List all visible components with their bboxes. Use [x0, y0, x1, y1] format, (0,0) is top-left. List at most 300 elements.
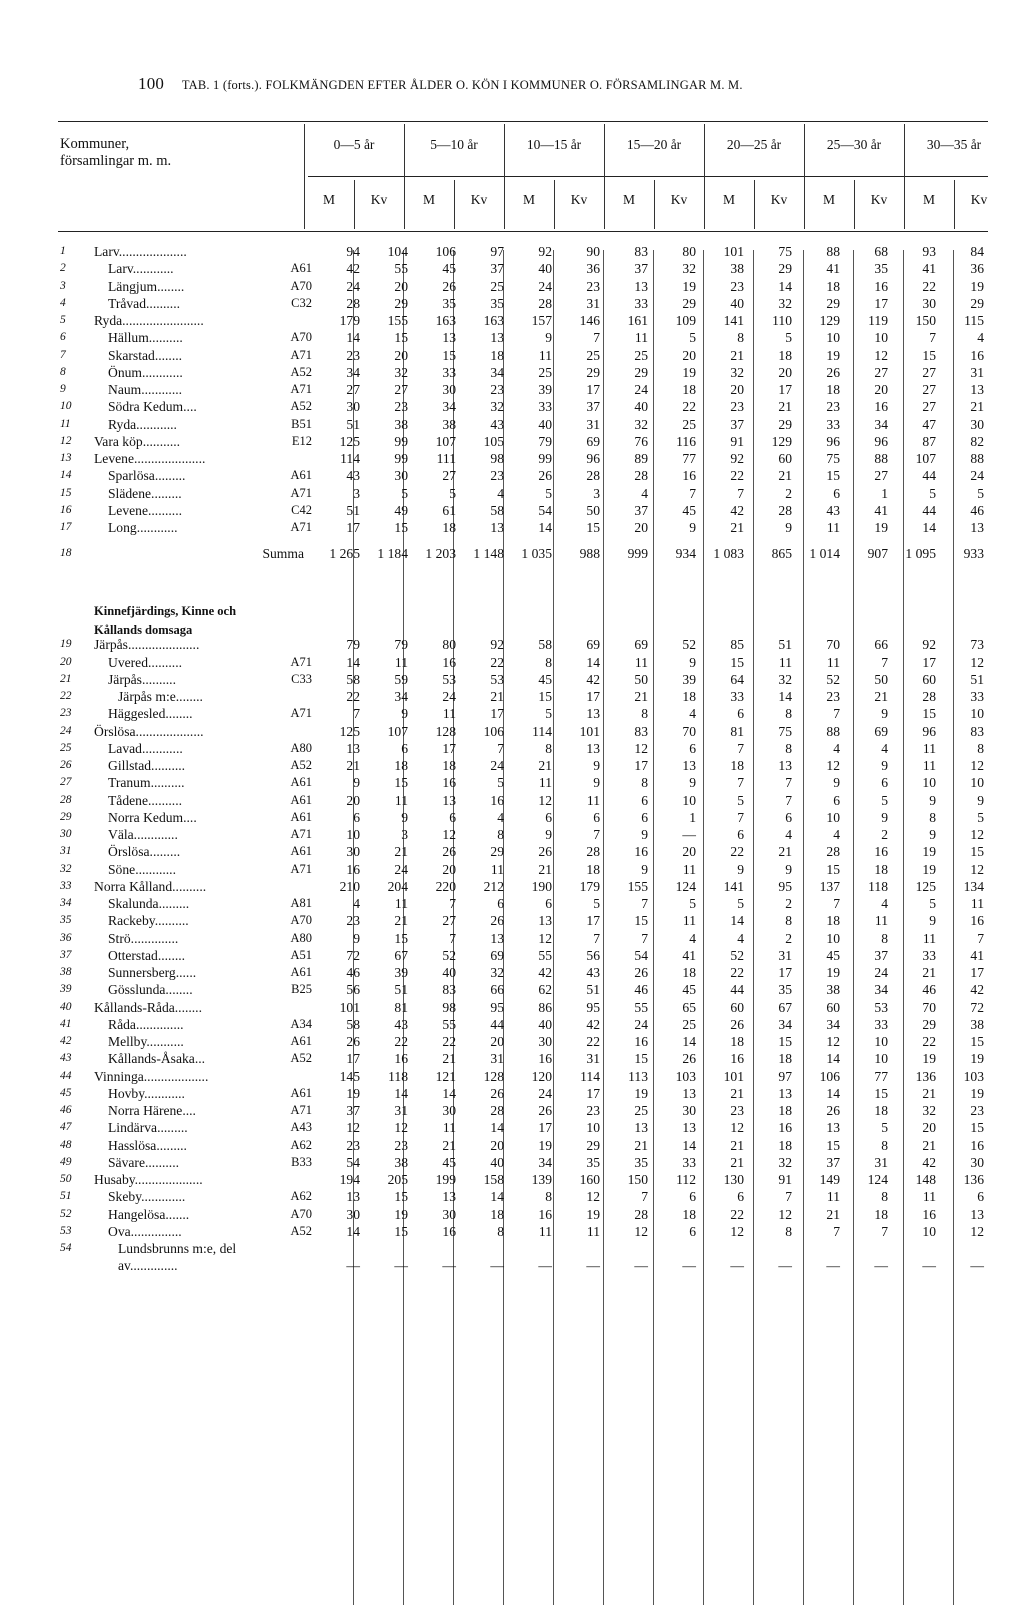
table-row	[60, 1033, 984, 1050]
value-m: 18	[826, 382, 840, 397]
value-kv: 77	[874, 1068, 888, 1084]
row-name-cell	[94, 1033, 312, 1050]
value-kv: 128	[483, 1068, 504, 1084]
value-kv: 79	[394, 637, 408, 653]
row-name: Sunnersberg	[108, 965, 176, 980]
value-m: 114	[340, 451, 360, 466]
value-m: 12	[730, 1120, 744, 1136]
table-row	[60, 295, 984, 312]
value-m: 55	[634, 999, 648, 1015]
value-m: 26	[538, 844, 552, 860]
value-kv: 16	[874, 399, 888, 415]
age-group-header: 15—20 år	[626, 137, 682, 152]
leader-dots: ............	[141, 740, 183, 756]
table-row	[60, 519, 984, 536]
value-m: 80	[442, 637, 456, 653]
value-m: 89	[634, 451, 648, 466]
table-row	[60, 381, 984, 398]
value-m: 25	[538, 364, 552, 380]
value-kv: 40	[490, 1154, 504, 1170]
sex-header-kv: Kv	[670, 192, 688, 207]
value-m: 70	[922, 999, 936, 1015]
value-kv: 15	[586, 520, 600, 535]
value-m: 47	[922, 416, 936, 432]
row-name: Husaby	[94, 1172, 135, 1187]
value-kv: 55	[394, 261, 408, 277]
row-code: A80	[290, 740, 312, 755]
value-m: 7	[353, 706, 360, 722]
value-m: 12	[442, 827, 456, 842]
row-name-cell	[94, 740, 312, 757]
value-kv: 90	[586, 244, 600, 259]
value-m: 13	[634, 278, 648, 294]
row-name-cell	[94, 930, 312, 947]
value-m: 21	[826, 1206, 840, 1222]
table-row	[60, 826, 984, 843]
leader-dots: .........	[151, 485, 182, 501]
value-kv: 17	[586, 913, 600, 929]
row-number: 48	[60, 1138, 72, 1151]
value-kv: 96	[586, 451, 600, 466]
table-row	[60, 757, 984, 774]
table-row	[60, 843, 984, 860]
value-m: 42	[922, 1154, 936, 1170]
value-kv: 136	[963, 1172, 984, 1187]
row-name: Skarstad	[108, 347, 155, 363]
value-m: 14	[922, 520, 936, 535]
row-name-cell	[94, 843, 312, 860]
leader-dots: ........	[165, 982, 193, 998]
value-m: 129	[819, 313, 840, 328]
value-m: 16	[442, 1223, 456, 1239]
value-kv: 80	[682, 244, 696, 259]
value-kv: —	[970, 1258, 984, 1274]
value-kv: 11	[970, 896, 984, 911]
value-m: 22	[730, 468, 744, 484]
value-kv: 10	[874, 1034, 888, 1049]
value-kv: 5	[977, 485, 984, 501]
value-kv: 2	[785, 930, 792, 946]
row-code: A70	[290, 278, 312, 293]
value-m: 14	[538, 520, 552, 535]
value-m: 30	[538, 1034, 552, 1049]
value-kv: 32	[778, 295, 792, 311]
sex-header-m: M	[522, 192, 535, 207]
row-name: Lindärva	[108, 1120, 158, 1136]
value-kv: 106	[483, 723, 504, 739]
value-m: 1 265	[329, 545, 360, 561]
value-m: 13	[442, 1189, 456, 1205]
leader-dots: ..........	[148, 792, 182, 808]
value-m: 42	[730, 502, 744, 518]
value-kv: 92	[490, 637, 504, 653]
header-mid-rule	[308, 176, 988, 177]
table-row	[60, 1257, 984, 1274]
column-rule	[354, 180, 355, 229]
value-kv: 118	[868, 878, 888, 894]
value-kv: 8	[785, 1223, 792, 1239]
value-kv: 19	[394, 1206, 408, 1222]
value-kv: 116	[676, 433, 696, 449]
row-name: Skeby	[108, 1189, 142, 1205]
row-number: 34	[60, 897, 72, 909]
value-kv: 95	[490, 999, 504, 1015]
value-kv: 12	[970, 827, 984, 842]
value-m: 60	[826, 999, 840, 1015]
value-kv: 118	[388, 1068, 408, 1084]
value-kv: 44	[490, 1016, 504, 1032]
value-m: 58	[538, 637, 552, 653]
value-m: 4	[641, 485, 648, 501]
value-kv: 95	[778, 878, 792, 894]
value-m: 19	[922, 1051, 936, 1067]
row-name-cell	[94, 1068, 312, 1085]
value-m: 6	[641, 792, 648, 808]
row-name: Hasslösa	[108, 1137, 157, 1153]
value-kv: 82	[970, 433, 984, 449]
row-name-cell	[94, 774, 312, 791]
value-m	[696, 1240, 744, 1257]
value-m: 107	[915, 451, 936, 466]
value-m: 23	[730, 1103, 744, 1118]
value-m: 10	[826, 809, 840, 825]
value-m: 60	[922, 671, 936, 687]
row-name-cell	[94, 792, 312, 809]
value-kv: 155	[387, 313, 408, 328]
value-kv: 84	[970, 244, 984, 259]
table-row	[60, 1171, 984, 1188]
value-m: 28	[346, 295, 360, 311]
value-m: 137	[819, 878, 840, 894]
value-kv: 22	[394, 1034, 408, 1049]
value-kv: 28	[586, 468, 600, 484]
value-kv: 15	[394, 1189, 408, 1205]
value-m: 11	[826, 520, 840, 535]
row-code: A71	[290, 1103, 312, 1117]
value-kv: 31	[874, 1154, 888, 1170]
value-kv: 88	[970, 451, 984, 466]
row-name: Strö	[108, 930, 131, 946]
value-kv: 988	[579, 545, 600, 561]
row-name-cell	[94, 1188, 312, 1205]
value-m: 16	[346, 861, 360, 877]
value-m: 18	[730, 1034, 744, 1049]
value-m: 16	[442, 775, 456, 791]
row-name-cell	[94, 398, 312, 415]
row-code: A61	[290, 468, 312, 483]
table-row	[60, 723, 984, 740]
row-name: Lundsbrunns m:e, del	[118, 1241, 237, 1256]
row-number: 10	[60, 400, 72, 413]
value-kv	[552, 1240, 600, 1257]
value-m: 9	[641, 827, 648, 842]
value-m: 24	[634, 382, 648, 397]
row-name-cell	[94, 295, 312, 312]
leader-dots: ........	[175, 689, 203, 704]
value-kv: 34	[394, 689, 408, 704]
value-m: 92	[730, 451, 744, 466]
value-m: 33	[922, 947, 936, 963]
row-name-cell	[94, 502, 312, 519]
row-number: 30	[60, 828, 72, 840]
value-kv: 13	[490, 520, 504, 535]
column-rule	[904, 124, 905, 229]
value-m: 16	[538, 1206, 552, 1222]
value-kv: 5	[497, 775, 504, 791]
value-kv: 21	[394, 844, 408, 860]
leader-dots: ............	[144, 1085, 185, 1101]
row-number: 14	[60, 469, 72, 482]
value-m	[792, 1240, 840, 1257]
value-kv: 15	[970, 844, 984, 860]
value-kv: 103	[675, 1068, 696, 1084]
row-number: 18	[60, 546, 72, 559]
row-number: 31	[60, 845, 72, 858]
value-m: 121	[435, 1068, 456, 1084]
value-m: 50	[634, 671, 648, 687]
column-rule	[604, 124, 605, 229]
row-number: 35	[60, 914, 72, 927]
value-kv: 31	[586, 1051, 600, 1067]
value-kv: 11	[394, 896, 408, 911]
value-kv: 14	[586, 654, 600, 670]
value-kv: 14	[682, 1034, 696, 1049]
table-row	[60, 1016, 984, 1033]
row-name-cell	[94, 1102, 312, 1119]
value-m: 9	[929, 913, 936, 929]
value-kv: 20	[490, 1034, 504, 1049]
value-kv: 22	[586, 1034, 600, 1049]
value-m: 8	[641, 706, 648, 722]
row-code: A61	[290, 1085, 312, 1100]
value-kv: 29	[490, 844, 504, 860]
value-kv: 7	[593, 330, 600, 346]
column-rule	[654, 180, 655, 229]
value-kv: 20	[394, 278, 408, 294]
value-m: 23	[346, 1137, 360, 1153]
value-kv: 124	[675, 878, 696, 894]
row-name: Uvered	[108, 654, 149, 670]
value-kv: 5	[881, 1120, 888, 1136]
value-kv: 42	[586, 1016, 600, 1032]
value-m: 7	[449, 930, 456, 946]
value-m: 7	[833, 896, 840, 911]
value-kv: 75	[778, 244, 792, 259]
value-kv: 32	[490, 399, 504, 415]
row-name: Vara köp.	[94, 433, 147, 449]
value-m: 25	[634, 1103, 648, 1118]
value-kv: 72	[970, 999, 984, 1015]
row-number: 2	[60, 262, 66, 275]
leader-dots: ..........	[148, 330, 183, 346]
value-m: 19	[538, 1137, 552, 1153]
age-group-header: 5—10 år	[430, 137, 478, 152]
value-kv: 65	[682, 999, 696, 1015]
row-code: A71	[290, 654, 312, 669]
value-m: 11	[442, 1120, 456, 1136]
value-m: 120	[531, 1068, 552, 1084]
table-row	[60, 774, 984, 791]
value-kv: 1 148	[473, 545, 504, 561]
leader-dots: ...	[194, 1051, 206, 1067]
row-name-cell	[94, 1119, 312, 1136]
value-kv: 6	[785, 809, 792, 825]
row-name: Sparlösa	[108, 468, 155, 484]
leader-dots: ............	[141, 364, 183, 380]
row-name: Örslösa	[94, 723, 136, 739]
value-m: 12	[538, 930, 552, 946]
table-row	[60, 278, 984, 295]
row-name: Önum	[108, 364, 142, 380]
value-m: 34	[826, 1016, 840, 1032]
value-kv: 12	[970, 654, 984, 670]
row-number: 27	[60, 776, 72, 789]
row-number: 54	[60, 1242, 72, 1254]
row-name: Ova	[108, 1223, 131, 1239]
leader-dots: .....................	[134, 451, 206, 466]
value-m: 136	[915, 1068, 936, 1084]
value-kv: 17	[586, 689, 600, 704]
value-m: 19	[346, 1085, 360, 1101]
value-m: 8	[545, 654, 552, 670]
value-m: 44	[922, 468, 936, 484]
value-m: 148	[915, 1172, 936, 1187]
value-m: 22	[442, 1034, 456, 1049]
value-kv: 9	[593, 758, 600, 773]
row-name-cell	[94, 878, 312, 895]
value-kv: 2	[881, 827, 888, 842]
value-kv: 20	[682, 347, 696, 363]
value-m: 14	[730, 913, 744, 929]
value-m: 1 095	[905, 545, 936, 561]
value-m: 23	[730, 278, 744, 294]
value-kv: 12	[970, 1223, 984, 1239]
value-kv: 30	[970, 416, 984, 432]
row-name-cell	[94, 912, 312, 929]
row-name: Gösslunda	[108, 982, 166, 998]
sex-header-kv: Kv	[470, 192, 488, 207]
row-number	[60, 1257, 94, 1274]
table-row	[60, 467, 984, 484]
value-kv: 18	[682, 965, 696, 980]
value-m: 11	[922, 740, 936, 756]
value-kv: 30	[394, 468, 408, 484]
value-kv: 112	[676, 1172, 696, 1187]
leader-dots: ........	[165, 706, 193, 722]
value-m: 21	[442, 1137, 456, 1153]
value-m: 22	[346, 689, 360, 704]
value-m: 22	[730, 1206, 744, 1222]
value-m: 92	[538, 244, 552, 259]
leader-dots: ...........	[146, 1034, 184, 1049]
row-code: A52	[290, 1051, 312, 1066]
leader-dots: ............	[136, 520, 178, 535]
value-m: 70	[826, 637, 840, 653]
value-m	[888, 1240, 936, 1257]
value-kv: 36	[586, 261, 600, 277]
value-kv: 52	[682, 637, 696, 653]
value-m: 20	[634, 520, 648, 535]
row-number: 43	[60, 1052, 72, 1065]
row-code: A61	[290, 792, 312, 807]
row-name: Skalunda	[108, 896, 159, 911]
value-m: 21	[538, 758, 552, 773]
value-m: —	[730, 1258, 744, 1274]
value-m: 7	[737, 485, 744, 501]
value-kv: 18	[874, 861, 888, 877]
value-kv	[744, 1240, 792, 1257]
value-kv: 22	[682, 399, 696, 415]
value-kv: 11	[778, 654, 792, 670]
row-number: 12	[60, 434, 72, 447]
value-m: 8	[641, 775, 648, 791]
value-kv: 212	[483, 878, 504, 894]
value-kv: 18	[682, 1206, 696, 1222]
value-m: 33	[442, 364, 456, 380]
value-m: 6	[449, 809, 456, 825]
value-kv: 18	[874, 1103, 888, 1118]
value-kv: 15	[970, 1120, 984, 1136]
value-m: 13	[538, 913, 552, 929]
value-m: 5	[545, 706, 552, 722]
row-code: A71	[290, 827, 312, 841]
value-m: 13	[634, 1120, 648, 1136]
value-m: 28	[634, 1206, 648, 1222]
row-number: 42	[60, 1035, 72, 1047]
value-kv: 13	[490, 330, 504, 346]
value-m: 22	[922, 278, 936, 294]
value-m: 54	[346, 1154, 360, 1170]
value-m: 14	[442, 1085, 456, 1101]
value-kv: 9	[401, 706, 408, 722]
row-name: Larv	[108, 261, 133, 277]
value-m: 55	[538, 947, 552, 963]
value-m: 24	[634, 1016, 648, 1032]
table-row	[60, 740, 984, 757]
column-rule	[854, 180, 855, 229]
leader-dots: ..........	[150, 775, 185, 791]
value-kv: 7	[977, 930, 984, 946]
value-kv: 9	[689, 520, 696, 535]
value-kv: 4	[881, 740, 888, 756]
leader-dots: ...................	[143, 1068, 209, 1084]
value-kv: 9	[785, 861, 792, 877]
value-m: 9	[929, 792, 936, 808]
value-kv: 50	[586, 502, 600, 518]
value-kv: 6	[497, 896, 504, 911]
value-m: 46	[634, 982, 648, 998]
value-kv: 51	[778, 637, 792, 653]
column-rule	[804, 124, 805, 229]
value-kv: 39	[682, 671, 696, 687]
row-number: 25	[60, 741, 72, 754]
value-m: 15	[826, 861, 840, 877]
row-name-cell	[94, 1154, 312, 1171]
value-m: 34	[538, 1154, 552, 1170]
value-m: 13	[826, 1120, 840, 1136]
value-kv: 23	[970, 1103, 984, 1118]
leader-dots: .....................	[127, 637, 200, 653]
row-code: A70	[290, 913, 312, 928]
value-m	[408, 1240, 456, 1257]
row-name-cell	[94, 1085, 312, 1102]
value-kv: 8	[785, 740, 792, 756]
value-kv: 35	[586, 1154, 600, 1170]
table-row	[60, 502, 984, 519]
value-m: 20	[922, 1120, 936, 1136]
value-kv: 13	[586, 740, 600, 756]
row-number: 46	[60, 1104, 72, 1116]
